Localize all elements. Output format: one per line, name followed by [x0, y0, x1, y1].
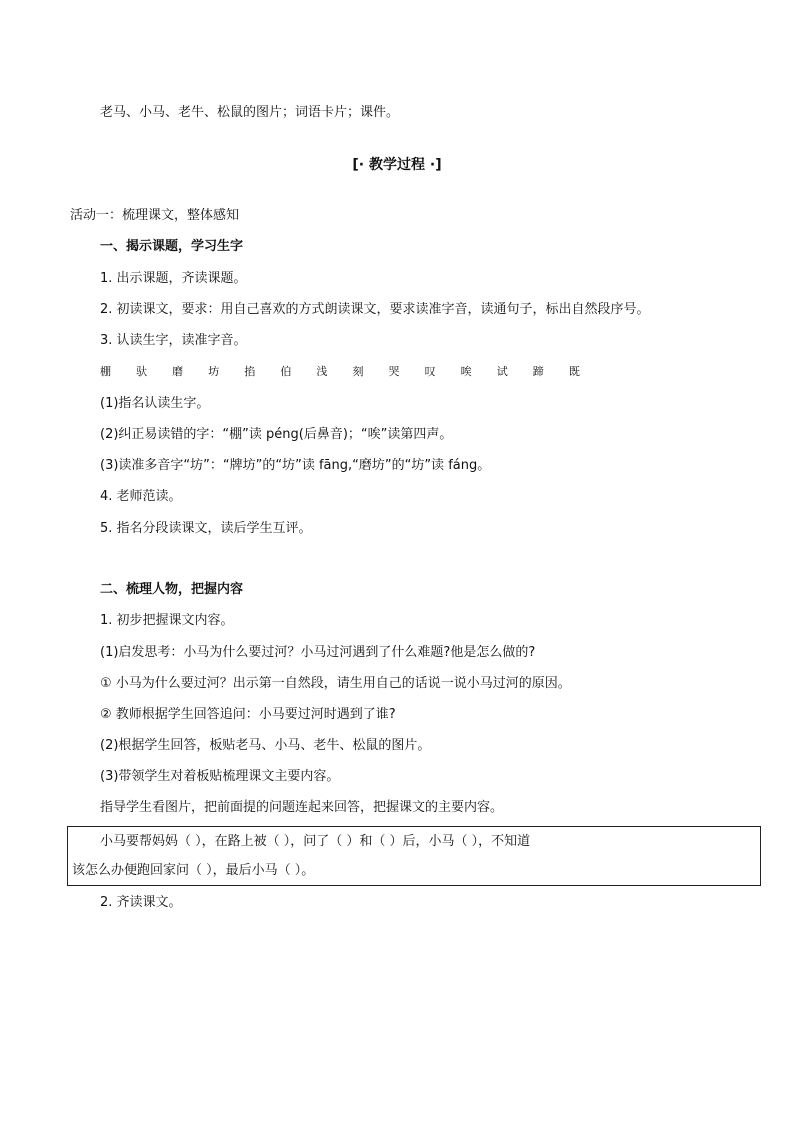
character: 蹄 — [532, 365, 544, 378]
part1-item-4: 4. 老师范读。 — [100, 489, 182, 504]
character: 既 — [568, 365, 580, 378]
character: 刻 — [352, 365, 364, 378]
part2-title: 二、梳理人物，把握内容 — [100, 582, 244, 597]
part1-title: 一、揭示课题，学习生字 — [100, 239, 244, 254]
fill-in-line-1: 小马要帮妈妈（ ），在路上被（ ），问了（ ）和（ ）后，小马（ ），不知道 — [100, 834, 531, 849]
character-list — [100, 363, 580, 381]
fill-in-box — [67, 826, 761, 886]
part2-item-1: 1. 初步把握课文内容。 — [100, 613, 234, 628]
part2-line-6: 指导学生看图片，把前面提的问题连起来回答，把握课文的主要内容。 — [100, 800, 504, 815]
part1-subitem-1: (1)指名认读生字。 — [100, 396, 210, 411]
character: 叹 — [424, 365, 436, 378]
activity-title: 活动一：梳理课文，整体感知 — [70, 208, 240, 223]
character: 掐 — [244, 365, 256, 378]
part1-item-1: 1. 出示课题，齐读课题。 — [100, 271, 247, 286]
character: 哭 — [388, 365, 400, 378]
character: 棚 — [100, 365, 111, 378]
materials-line: 老马、小马、老牛、松鼠的图片；词语卡片；课件。 — [100, 105, 400, 120]
section-heading: [· 教学过程 ·] — [352, 157, 442, 173]
part2-item-2: 2. 齐读课文。 — [100, 895, 182, 910]
character: 唉 — [460, 365, 472, 378]
part2-line-5: (3)带领学生对着板贴梳理课文主要内容。 — [100, 769, 340, 784]
part2-line-2: ① 小马为什么要过河？出示第一自然段，请生用自己的话说一说小马过河的原因。 — [100, 676, 571, 691]
character: 磨 — [172, 365, 184, 378]
fill-in-line-2: 该怎么办便跑回家问（ ），最后小马（ ）。 — [72, 863, 315, 878]
character: 驮 — [136, 365, 148, 378]
character: 浅 — [316, 365, 328, 378]
part2-line-1: (1)启发思考：小马为什么要过河？小马过河遇到了什么难题?他是怎么做的? — [100, 645, 536, 660]
part1-subitem-3: (3)读准多音字“坊”：“牌坊”的“坊”读 fāng,“磨坊”的“坊”读 fáng。 — [100, 458, 491, 473]
character: 试 — [496, 365, 508, 378]
part2-line-3: ② 教师根据学生回答追问：小马要过河时遇到了谁? — [100, 707, 396, 722]
part1-subitem-2: (2)纠正易读错的字：“棚”读 péng(后鼻音)；“唉”读第四声。 — [100, 427, 453, 442]
part2-line-4: (2)根据学生回答，板贴老马、小马、老牛、松鼠的图片。 — [100, 738, 431, 753]
part1-item-2: 2. 初读课文，要求：用自己喜欢的方式朗读课文，要求读准字音，读通句子，标出自然段序号。 — [100, 302, 650, 317]
character: 伯 — [280, 365, 292, 378]
character: 坊 — [208, 365, 220, 378]
part1-item-5: 5. 指名分段读课文，读后学生互评。 — [100, 521, 312, 536]
part1-item-3: 3. 认读生字，读准字音。 — [100, 333, 247, 348]
